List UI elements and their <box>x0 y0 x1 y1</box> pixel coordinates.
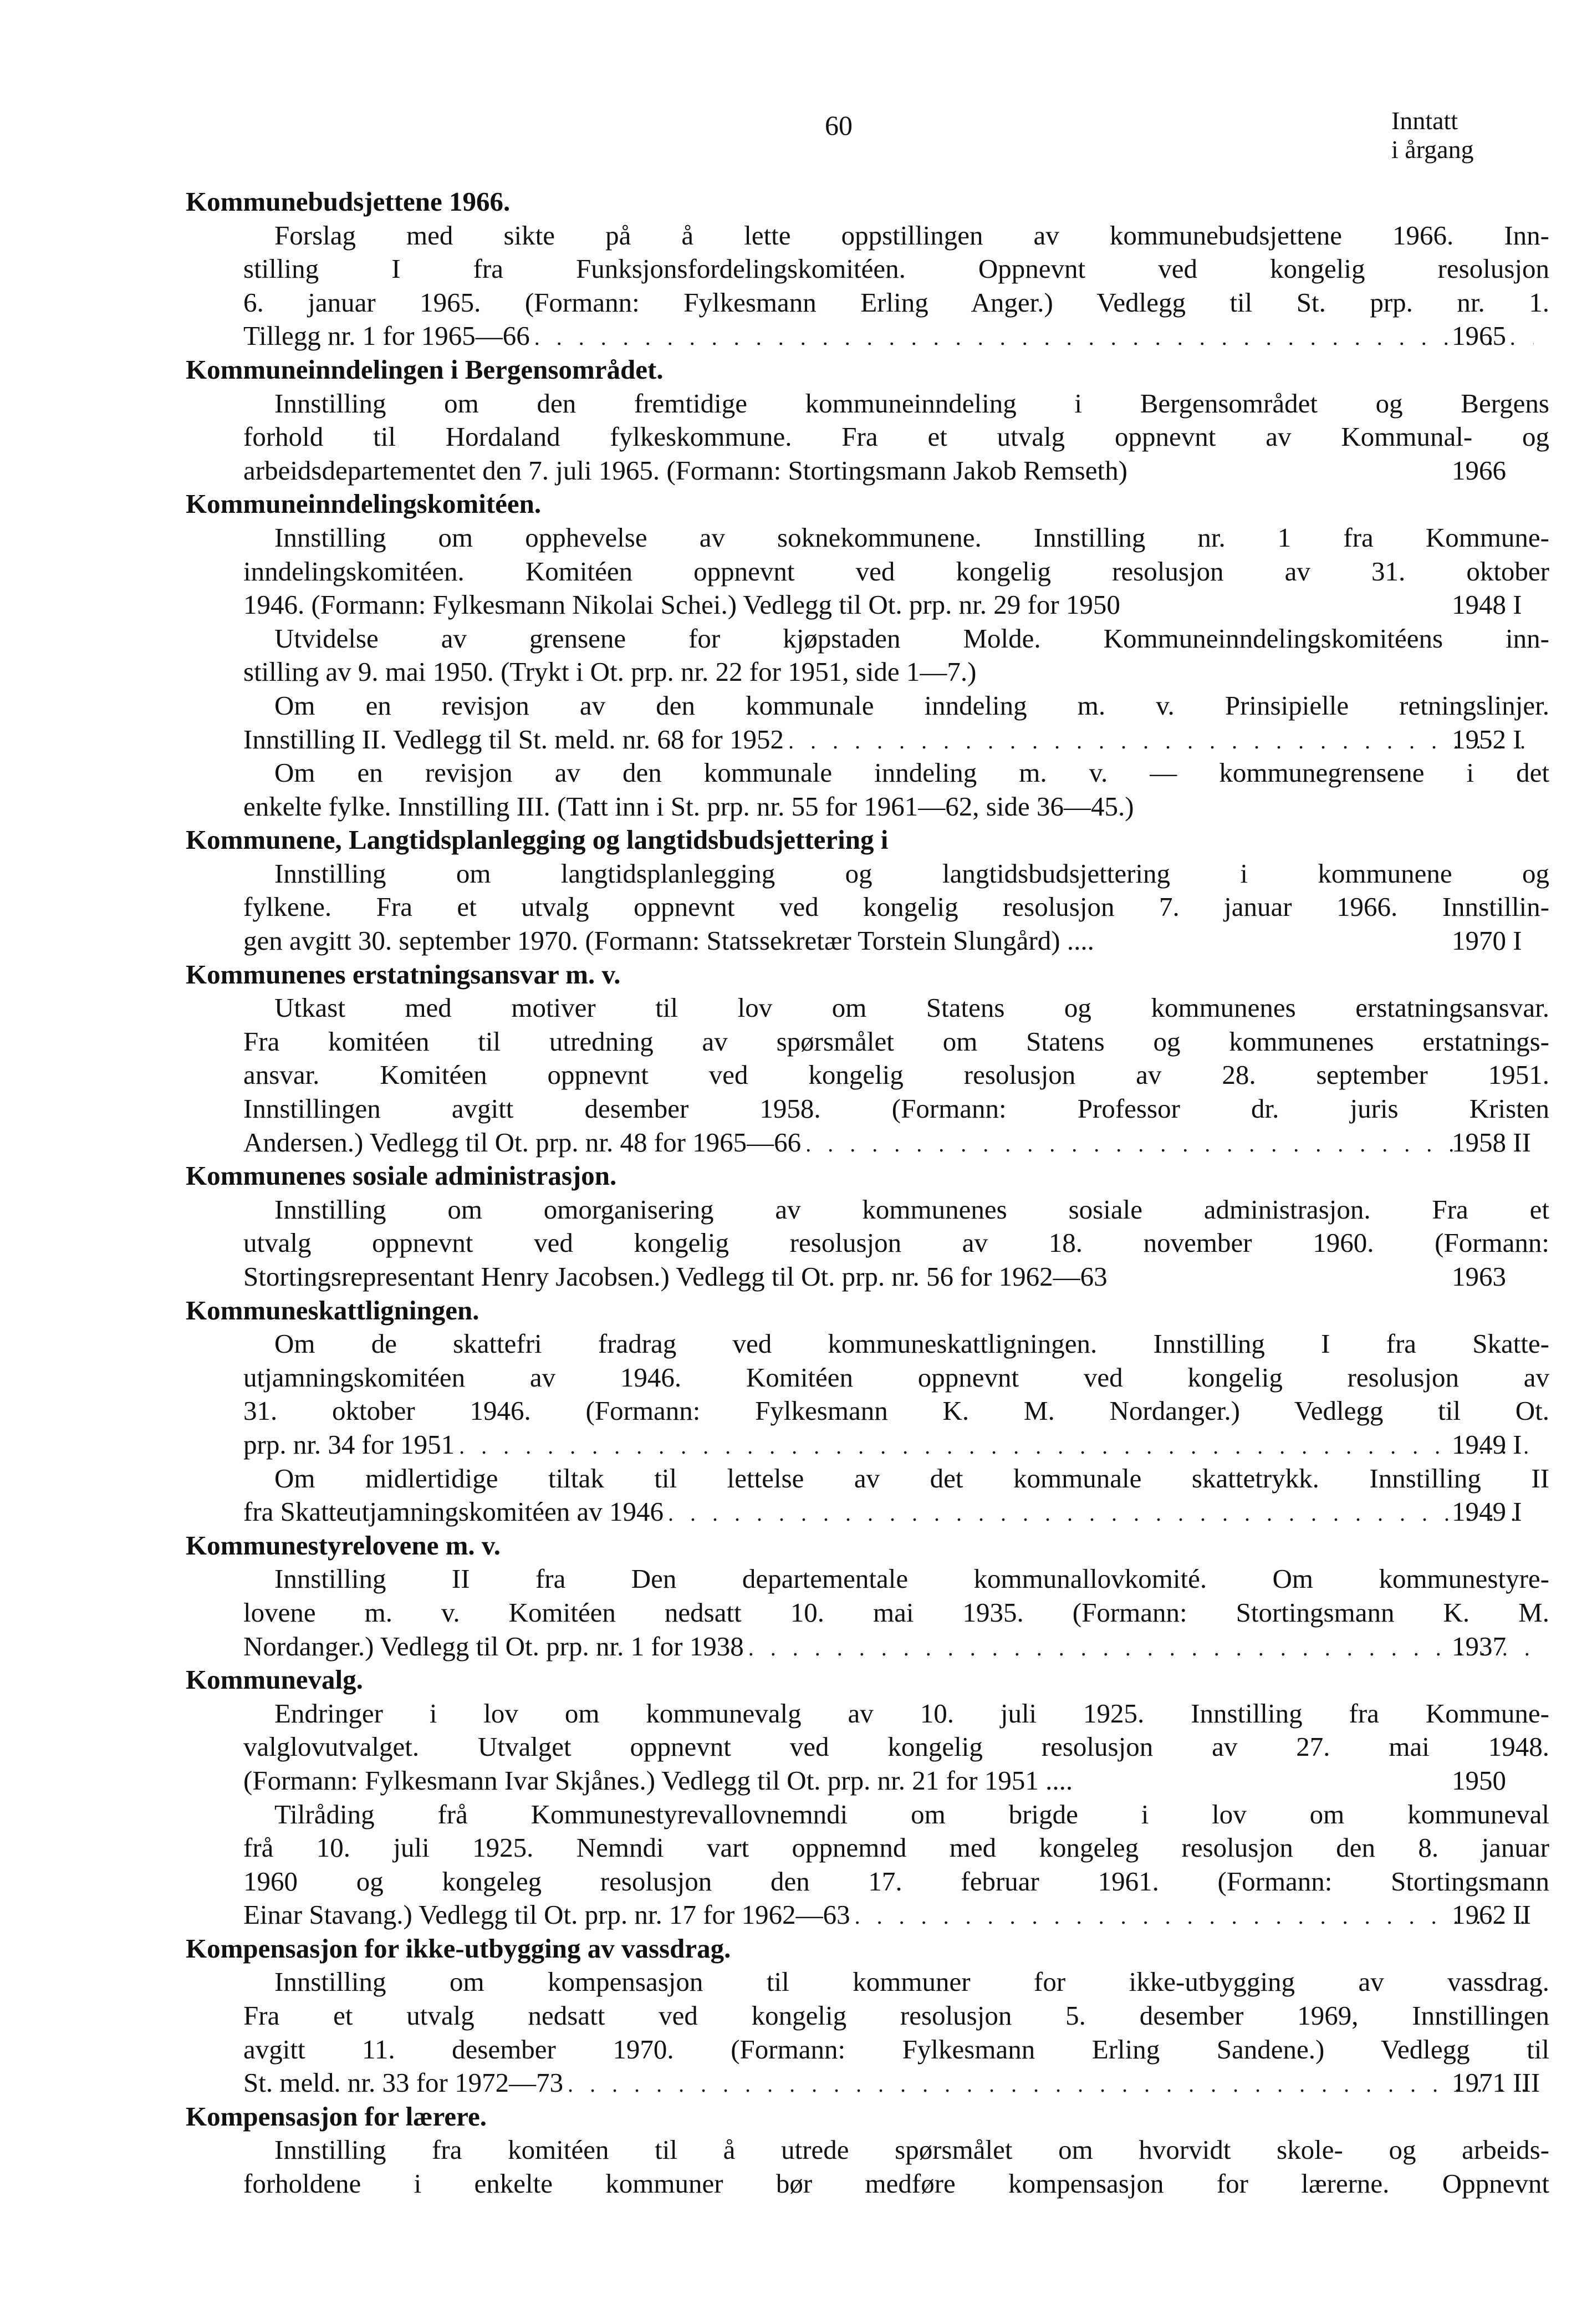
entry-text: fra Skatteutjamningskomitéen av 1946 <box>243 1496 664 1527</box>
dot-leader <box>668 1497 1534 1531</box>
year-column-header <box>1391 106 1474 164</box>
entry-text: St. meld. nr. 33 for 1972—73 <box>243 2067 564 2098</box>
entry-line <box>243 723 1549 757</box>
dot-leader <box>568 2068 1534 2102</box>
entry-line <box>243 454 1549 488</box>
section-heading: Kommuneskattligningen. <box>186 1294 479 1326</box>
dot-leader <box>788 725 1534 758</box>
year-value: 1965 <box>1452 320 1506 351</box>
entry-line: forhold til Hordaland fylkeskommune. Fra et utvalg oppnevnt av Kommunal- og <box>243 421 1549 452</box>
section-heading: Kommunenes erstatningsansvar m. v. <box>186 959 621 990</box>
entry-line <box>243 588 1549 622</box>
entry-text: Nordanger.) Vedlegg til Ot. prp. nr. 1 for 1938 <box>243 1630 744 1662</box>
section-heading: Kommuneinndelingen i Bergensområdet. <box>186 354 664 385</box>
section-heading: Kommuneinndelingskomitéen. <box>186 488 542 519</box>
entry-line: stilling I fra Funksjonsfordelingskomitéen. Oppnevnt ved kongelig resolusjon <box>243 253 1549 284</box>
dot-leader <box>534 321 1534 355</box>
entry-line: enkelte fylke. Innstilling III. (Tatt inn i St. prp. nr. 55 for 1961—62, side 36—45.) <box>243 791 1134 822</box>
entry-text: Einar Stavang.) Vedlegg til Ot. prp. nr. 17 for 1962—63 <box>243 1899 850 1930</box>
section-heading: Kommunevalg. <box>186 1664 363 1695</box>
dot-leader <box>748 1632 1534 1665</box>
entry-line: frå 10. juli 1925. Nemndi vart oppnemnd med kongeleg resolusjon den 8. januar <box>243 1832 1549 1863</box>
entry-line: 1960 og kongeleg resolusjon den 17. februar 1961. (Formann: Stortingsmann <box>243 1866 1549 1897</box>
year-value: 1970 I <box>1452 925 1522 956</box>
year-value: 1949 I <box>1452 1496 1522 1527</box>
dot-leader <box>855 1900 1534 1934</box>
year-column-header-line1: Inntatt <box>1391 106 1458 135</box>
entry-line: avgitt 11. desember 1970. (Formann: Fylkesmann Erling Sandene.) Vedlegg til <box>243 2034 1549 2065</box>
entry-text: prp. nr. 34 for 1951 <box>243 1429 455 1460</box>
entry-line: Innstilling om den fremtidige kommuneinndeling i Bergensområdet og Bergens <box>274 388 1549 419</box>
entry-line: ansvar. Komitéen oppnevnt ved kongelig resolusjon av 28. september 1951. <box>243 1059 1549 1090</box>
entry-line: Forslag med sikte på å lette oppstillingen av kommunebudsjettene 1966. Inn- <box>274 220 1549 251</box>
year-value: 1948 I <box>1452 589 1522 620</box>
year-value: 1958 II <box>1452 1127 1531 1158</box>
index-entries <box>186 185 1549 2201</box>
entry-line: forholdene i enkelte kommuner bør medføre kompensasjon for lærerne. Oppnevnt <box>243 2168 1549 2199</box>
entry-line: 6. januar 1965. (Formann: Fylkesmann Erling Anger.) Vedlegg til St. prp. nr. 1. <box>243 287 1549 318</box>
page-number: 60 <box>825 110 853 141</box>
entry-text: Andersen.) Vedlegg til Ot. prp. nr. 48 for 1965—66 <box>243 1127 802 1158</box>
entry-text: Stortingsrepresentant Henry Jacobsen.) Vedlegg til Ot. prp. nr. 56 for 1962—63 <box>243 1261 1108 1292</box>
year-value: 1949 I <box>1452 1429 1522 1460</box>
entry-line: Endringer i lov om kommunevalg av 10. juli 1925. Innstilling fra Kommune- <box>274 1698 1549 1729</box>
year-column-header-line2: i årgang <box>1391 135 1474 164</box>
entry-line <box>243 1898 1549 1932</box>
entry-line: inndelingskomitéen. Komitéen oppnevnt ved kongelig resolusjon av 31. oktober <box>243 555 1549 587</box>
year-value: 1952 I <box>1452 723 1522 755</box>
entry-line: utvalg oppnevnt ved kongelig resolusjon av 18. november 1960. (Formann: <box>243 1227 1549 1258</box>
entry-text: Innstilling II. Vedlegg til St. meld. nr. 68 for 1952 <box>243 723 784 755</box>
entry-line: Utvidelse av grensene for kjøpstaden Molde. Kommuneinndelingskomitéens inn- <box>274 623 1549 654</box>
entry-line: Fra et utvalg nedsatt ved kongelig resolusjon 5. desember 1969, Innstillingen <box>243 2000 1549 2031</box>
entry-line: fylkene. Fra et utvalg oppnevnt ved kongelig resolusjon 7. januar 1966. Innstillin- <box>243 891 1549 923</box>
section-heading: Kompensasjon for lærere. <box>186 2101 487 2132</box>
dot-leader <box>459 1430 1534 1464</box>
entry-line: Innstilling om omorganisering av kommunenes sosiale administrasjon. Fra et <box>274 1194 1549 1225</box>
entry-line <box>243 1630 1549 1664</box>
section-heading: Kommunenes sosiale administrasjon. <box>186 1160 617 1191</box>
year-value: 1963 <box>1452 1261 1506 1292</box>
section-heading: Kompensasjon for ikke-utbygging av vassdrag. <box>186 1933 731 1964</box>
year-value: 1966 <box>1452 455 1506 486</box>
entry-line: Om de skattefri fradrag ved kommuneskattligningen. Innstilling I fra Skatte- <box>274 1328 1549 1359</box>
entry-line: 31. oktober 1946. (Formann: Fylkesmann K. M. Nordanger.) Vedlegg til Ot. <box>243 1395 1549 1426</box>
entry-line: Innstilling fra komitéen til å utrede spørsmålet om hvorvidt skole- og arbeids- <box>274 2134 1549 2165</box>
year-value: 1971 III <box>1452 2067 1540 2098</box>
entry-text: 1946. (Formann: Fylkesmann Nikolai Schei.) Vedlegg til Ot. prp. nr. 29 for 1950 <box>243 589 1120 620</box>
entry-line: Om en revisjon av den kommunale inndeling m. v. — kommunegrensene i det <box>274 757 1549 788</box>
entry-line: Innstilling om langtidsplanlegging og langtidsbudsjettering i kommunene og <box>274 858 1549 889</box>
entry-line <box>243 2066 1549 2100</box>
year-value: 1962 II <box>1452 1899 1531 1930</box>
entry-line <box>243 1764 1549 1798</box>
entry-line: Innstillingen avgitt desember 1958. (Formann: Professor dr. juris Kristen <box>243 1093 1549 1124</box>
section-heading: Kommunestyrelovene m. v. <box>186 1530 501 1561</box>
entry-line: Om en revisjon av den kommunale inndeling m. v. Prinsipielle retningslinjer. <box>274 690 1549 721</box>
entry-line: Innstilling II fra Den departementale kommunallovkomité. Om kommunestyre- <box>274 1563 1549 1594</box>
entry-line: stilling av 9. mai 1950. (Trykt i Ot. prp. nr. 22 for 1951, side 1—7.) <box>243 656 977 687</box>
section-heading: Kommunene, Langtidsplanlegging og langtidsbudsjettering i <box>186 824 889 855</box>
entry-line <box>243 924 1549 958</box>
entry-text: gen avgitt 30. september 1970. (Formann: Statssekretær Torstein Slungård) .... <box>243 925 1094 956</box>
entry-line <box>243 1260 1549 1294</box>
entry-line <box>243 1495 1549 1529</box>
year-value: 1950 <box>1452 1765 1506 1796</box>
entry-line: lovene m. v. Komitéen nedsatt 10. mai 1935. (Formann: Stortingsmann K. M. <box>243 1597 1549 1628</box>
entry-line <box>243 1428 1549 1462</box>
entry-line: Innstilling om opphevelse av soknekommunene. Innstilling nr. 1 fra Kommune- <box>274 522 1549 553</box>
entry-text: arbeidsdepartementet den 7. juli 1965. (Formann: Stortingsmann Jakob Remseth) <box>243 455 1127 486</box>
year-value: 1937 <box>1452 1630 1506 1662</box>
entry-line: Om midlertidige tiltak til lettelse av det kommunale skattetrykk. Innstilling II <box>274 1462 1549 1494</box>
entry-text: Tillegg nr. 1 for 1965—66 <box>243 320 530 351</box>
entry-line: utjamningskomitéen av 1946. Komitéen oppnevnt ved kongelig resolusjon av <box>243 1362 1549 1393</box>
dot-leader <box>805 1128 1534 1161</box>
entry-line <box>243 1126 1549 1160</box>
entry-line: Innstilling om kompensasjon til kommuner for ikke-utbygging av vassdrag. <box>274 1966 1549 1997</box>
entry-text: (Formann: Fylkesmann Ivar Skjånes.) Vedlegg til Ot. prp. nr. 21 for 1951 .... <box>243 1765 1073 1796</box>
entry-line: Utkast med motiver til lov om Statens og kommunenes erstatningsansvar. <box>274 992 1549 1023</box>
entry-line: Fra komitéen til utredning av spørsmålet om Statens og kommunenes erstatnings- <box>243 1026 1549 1057</box>
entry-line: valglovutvalget. Utvalget oppnevnt ved kongelig resolusjon av 27. mai 1948. <box>243 1731 1549 1762</box>
section-heading: Kommunebudsjettene 1966. <box>186 186 511 217</box>
entry-line: Tilråding frå Kommunestyrevallovnemndi om brigde i lov om kommuneval <box>274 1798 1549 1829</box>
entry-line <box>243 319 1549 353</box>
